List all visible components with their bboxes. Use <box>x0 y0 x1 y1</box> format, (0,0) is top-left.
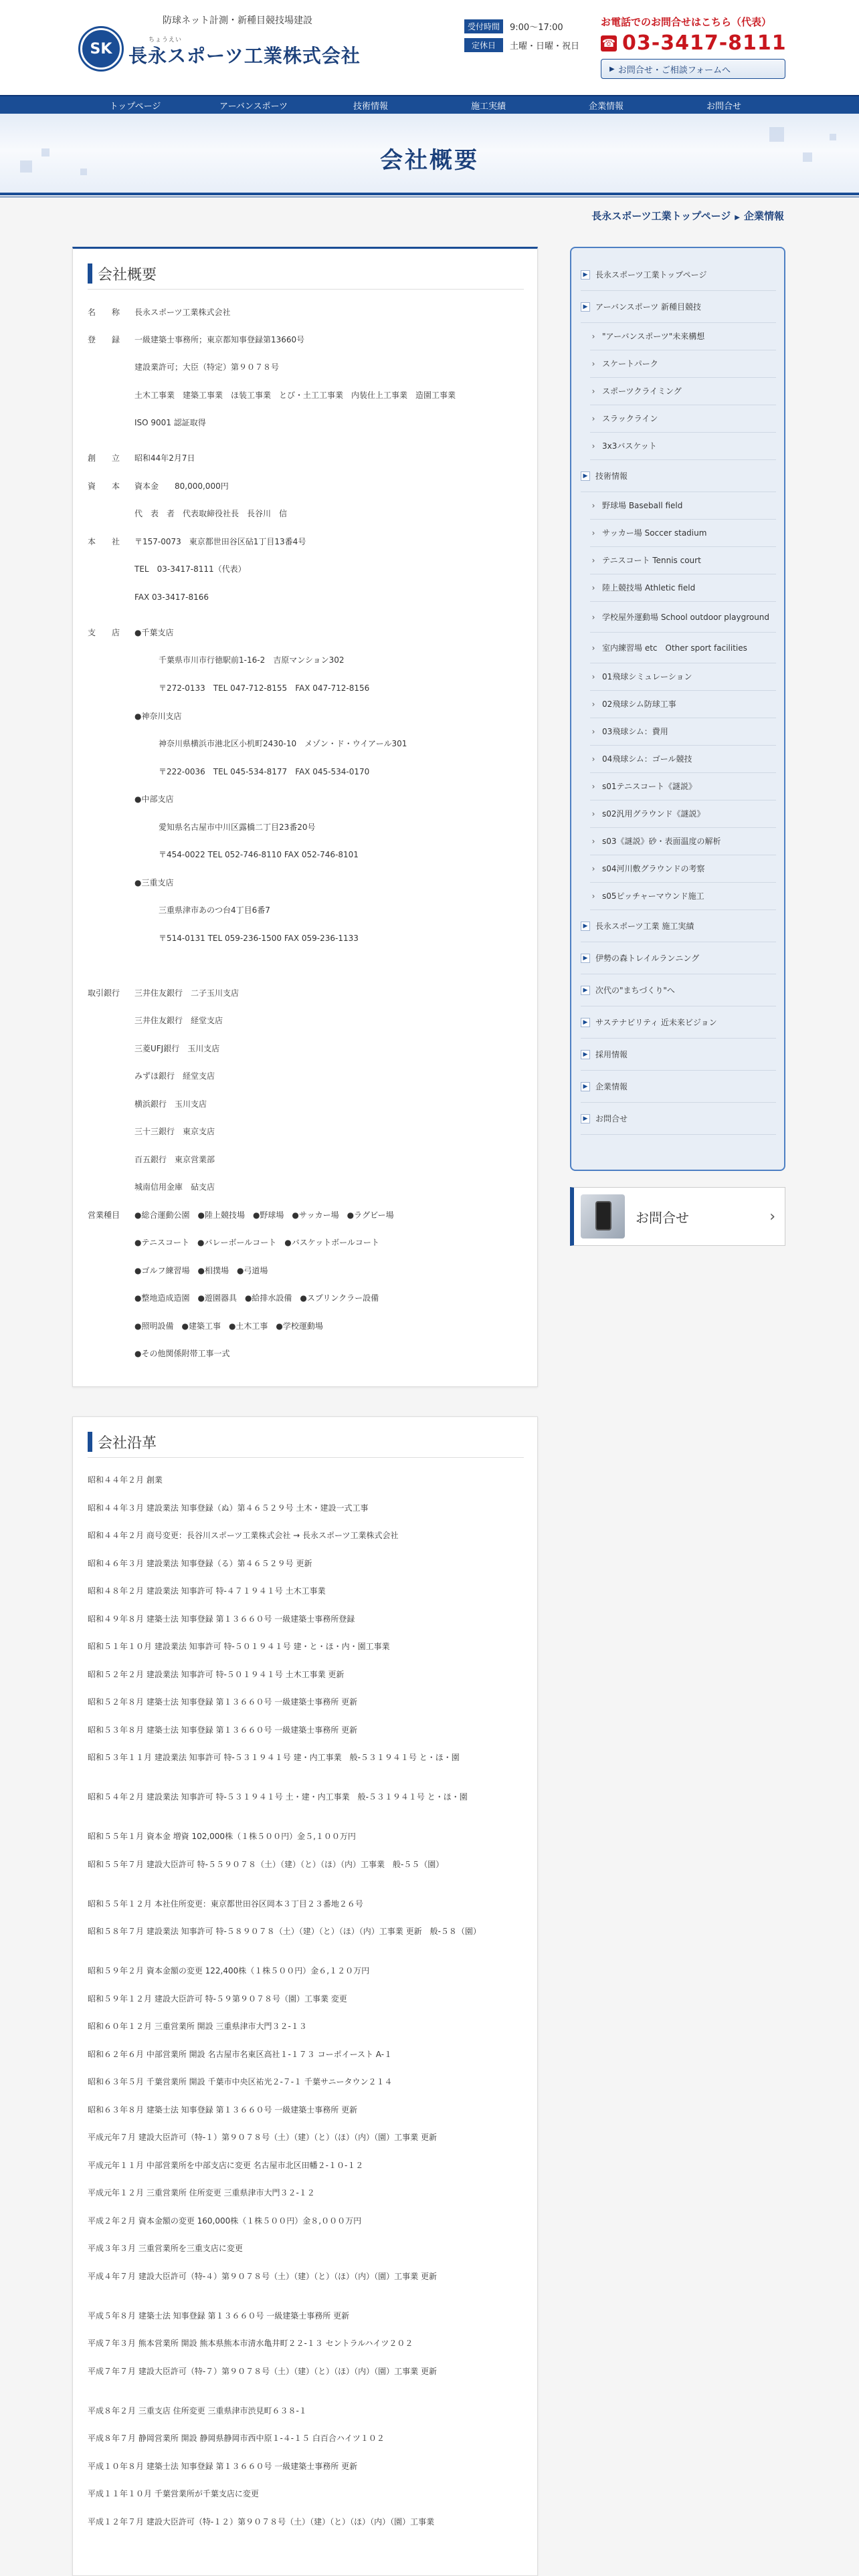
nav-item-urban-sports[interactable]: アーバンスポーツ <box>219 101 288 112</box>
chevron-right-icon: › <box>591 359 595 368</box>
branch-tel: 〒514-0131 TEL 059-236-1500 FAX 059-236-1133 <box>159 934 359 943</box>
history-item: 平成５年８月 建築士法 知事登録 第１３６６０号 一級建築士事務所 更新 <box>88 2311 350 2321</box>
sidebar-item-label: スケートパーク <box>602 359 658 368</box>
sidebar-item-sub[interactable] <box>590 602 776 633</box>
history-item: 平成４年７月 建設大臣許可（特-４）第９０７８号（土）（建）（と）（ほ）（内）（園）工事業 更新 <box>88 2271 437 2281</box>
history-item: 昭和５３年８月 建築士法 知事登録 第１３６６０号 一級建築士事務所 更新 <box>88 1725 358 1735</box>
label-capital: 資 本 <box>88 481 120 491</box>
chevron-right-icon: › <box>591 612 595 622</box>
nav-item-top[interactable]: トップページ <box>109 101 161 112</box>
sidebar-item-label: アーバンスポーツ 新種目競技 <box>595 302 702 312</box>
chevron-right-icon: › <box>591 556 595 565</box>
sidebar-item-sub[interactable] <box>590 855 776 883</box>
bank-item: 三十三銀行 東京支店 <box>134 1127 215 1136</box>
chevron-right-icon: › <box>591 754 595 764</box>
heading-bar <box>88 263 92 284</box>
history-item: 昭和４６年３月 建設業法 知事登録（る）第４６５２９号 更新 <box>88 1558 312 1568</box>
sidebar-item-sub[interactable] <box>590 574 776 602</box>
history-item: 昭和５５年１月 資本金 増資 102,000株（１株５００円）金５,１００万円 <box>88 1832 356 1841</box>
history-item: 平成２年２月 資本金額の変更 160,000株（１株５００円）金８,０００万円 <box>88 2216 362 2226</box>
history-item: 昭和５２年８月 建築士法 知事登録 第１３６６０号 一級建築士事務所 更新 <box>88 1697 358 1707</box>
sidebar-item-label: 02飛球シム防球工事 <box>602 700 676 709</box>
history-item: 昭和４４年３月 建設業法 知事登録（ぬ）第４６５２９号 土木・建設一式工事 <box>88 1503 369 1513</box>
history-item: 昭和６３年８月 建築士法 知事登録 第１３６６０号 一級建築士事務所 更新 <box>88 2105 358 2115</box>
business-line: ●照明設備 ●建築工事 ●土木工事 ●学校運動場 <box>134 1321 323 1331</box>
sidebar-item-sub[interactable] <box>590 492 776 520</box>
chevron-right-icon: › <box>591 700 595 709</box>
sidebar-item-sub[interactable] <box>590 547 776 574</box>
overview-title: 会社概要 <box>98 266 157 284</box>
chevron-right-icon: › <box>591 583 595 593</box>
breadcrumb-separator-icon: ▶ <box>735 214 740 221</box>
heading-rule <box>88 1457 524 1458</box>
overview-heading <box>88 263 157 284</box>
sidebar-item-sub[interactable] <box>590 746 776 773</box>
hours-closed-value: 土曜・日曜・祝日 <box>510 41 580 51</box>
history-item: 昭和４９年８月 建築士法 知事登録 第１３６６０号 一級建築士事務所登録 <box>88 1614 355 1624</box>
phone-icon: ☎ <box>601 35 617 51</box>
sidebar-item-sub[interactable] <box>590 828 776 855</box>
history-item: 昭和５２年２月 建設業法 知事許可 特-５０１９４１号 土木工事業 更新 <box>88 1669 345 1679</box>
sidebar-item-label: 3x3バスケット <box>602 441 657 451</box>
history-item: 平成１０年８月 建築士法 知事登録 第１３６６０号 一級建築士事務所 更新 <box>88 2461 358 2471</box>
page-hero <box>0 114 859 195</box>
label-headquarters: 本 社 <box>88 537 120 546</box>
global-nav <box>0 95 859 114</box>
sidebar-item-main[interactable] <box>581 1071 776 1103</box>
sidebar-item-main[interactable] <box>581 460 776 492</box>
chevron-right-icon: › <box>591 414 595 423</box>
arrow-right-icon: ▶ <box>581 302 590 312</box>
contact-label: お電話でのお問合せはこちら（代表） <box>601 16 772 28</box>
bank-item: 三井住友銀行 経堂支店 <box>134 1016 223 1025</box>
history-item: 平成１２年７月 建設大臣許可（特-１２）第９０７８号（土）（建）（と）（ほ）（内）（園）工事業 <box>88 2516 435 2527</box>
bank-item: 百五銀行 東京営業部 <box>134 1155 215 1164</box>
sidebar-item-sub[interactable] <box>590 433 776 460</box>
chevron-right-icon: › <box>591 332 595 341</box>
sidebar-item-label: スラックライン <box>602 414 658 423</box>
branch-tel: 〒222-0036 TEL 045-534-8177 FAX 045-534-0170 <box>159 767 370 776</box>
chevron-right-icon: › <box>591 441 595 451</box>
branch-address: 三重県津市あのつ台4丁目6番7 <box>159 905 270 915</box>
registration-line: 一級建築士事務所；東京都知事登録第13660号 <box>134 335 305 344</box>
sidebar-item-label: 学校屋外運動場 School outdoor playground <box>602 612 770 622</box>
arrow-right-icon: ▶ <box>609 65 615 73</box>
sidebar-item-label: s01テニスコート《謎説》 <box>602 782 697 791</box>
sidebar-item-label: お問合せ <box>595 1113 628 1123</box>
label-registration: 登 録 <box>88 335 120 344</box>
chevron-right-icon: › <box>591 782 595 791</box>
breadcrumb-home[interactable]: 長永スポーツ工業トップページ <box>591 210 731 222</box>
sidebar-item-label: 陸上競技場 Athletic field <box>602 583 696 593</box>
sidebar-item-main[interactable] <box>581 1039 776 1071</box>
history-item: 昭和４４年２月 商号変更：長谷川スポーツ工業株式会社 → 長永スポーツ工業株式会社 <box>88 1531 399 1540</box>
history-title: 会社沿革 <box>98 1434 157 1452</box>
sidebar-item-sub[interactable] <box>590 405 776 433</box>
breadcrumb <box>591 209 784 223</box>
sidebar-item-label: "アーバンスポーツ"未来構想 <box>602 332 705 341</box>
sidebar-item-main[interactable] <box>581 910 776 942</box>
representative-value: 代 表 者 代表取締役社長 長谷川 信 <box>134 509 288 518</box>
logo-icon[interactable]: SK <box>80 28 122 70</box>
sidebar-item-main[interactable] <box>581 259 776 291</box>
sidebar-item-label: 野球場 Baseball field <box>602 501 683 510</box>
hero-deco <box>830 134 836 140</box>
label-banks: 取引銀行 <box>88 988 120 998</box>
branch-address: 神奈川県横浜市港北区小机町2430-10 メゾン・ド・ウイアール301 <box>159 739 407 748</box>
label-business: 営業種目 <box>88 1210 120 1220</box>
smartphone-shape <box>595 1201 611 1230</box>
history-item: 昭和４８年２月 建設業法 知事許可 特-４７１９４１号 土木工事業 <box>88 1586 326 1596</box>
nav-item-company[interactable]: 企業情報 <box>588 101 624 112</box>
sidebar-item-main[interactable] <box>581 974 776 1006</box>
history-heading <box>88 1432 157 1452</box>
hours-closed-badge: 定休日 <box>464 38 503 52</box>
bank-item: みずほ銀行 経堂支店 <box>134 1071 215 1081</box>
bank-item: 城南信用金庫 砧支店 <box>134 1182 215 1192</box>
arrow-right-icon: ▶ <box>581 471 590 481</box>
founded-value: 昭和44年2月7日 <box>134 453 195 463</box>
sidebar-item-label: 04飛球シム：ゴール競技 <box>602 754 692 764</box>
site-header <box>0 0 859 95</box>
sidebar-item-label: スポーツクライミング <box>602 387 682 396</box>
company-name-value: 長永スポーツ工業株式会社 <box>134 308 231 317</box>
hours-open-value: 9:00～17:00 <box>510 23 563 33</box>
sidebar-item-label: テニスコート Tennis court <box>602 556 701 565</box>
inquiry-banner[interactable] <box>570 1187 785 1246</box>
history-item: 平成８年２月 三重支店 住所変更 三重県津市渋見町６３８-１ <box>88 2405 307 2416</box>
history-panel <box>72 1416 538 2576</box>
history-item: 昭和６０年１２月 三重営業所 開設 三重県津市大門３２-１３ <box>88 2022 307 2031</box>
hours-open-badge: 受付時間 <box>464 19 503 33</box>
sidebar-item-label: s03《謎説》砂・表面温度の解析 <box>602 837 721 846</box>
chevron-right-icon: › <box>591 864 595 873</box>
nav-item-contact[interactable]: お問合せ <box>706 101 741 112</box>
arrow-right-icon: ▶ <box>581 954 590 963</box>
header-tagline: 防球ネット計測・新種目競技場建設 <box>163 15 312 26</box>
nav-item-works[interactable]: 施工実績 <box>470 101 506 112</box>
smartphone-icon <box>581 1194 625 1239</box>
sidebar-item-label: 伊勢の森トレイルランニング <box>595 953 700 963</box>
arrow-right-icon: ▶ <box>581 270 590 280</box>
sidebar-item-main[interactable] <box>581 291 776 323</box>
history-item: 平成元年７月 建設大臣許可（特-１）第９０７８号（土）（建）（と）（ほ）（内）（園）工事業 更新 <box>88 2133 437 2142</box>
sidebar-item-label: s05ピッチャーマウンド施工 <box>602 891 704 901</box>
registration-line: ISO 9001 認証取得 <box>134 418 206 427</box>
registration-line: 建設業許可；大臣（特定）第９０７８号 <box>134 362 280 372</box>
history-item: 昭和５８年７月 建設業法 知事許可 特-５８９０７８（土）（建）（と）（ほ）（内）工事業 更新 般-５８（園） <box>88 1927 481 1936</box>
sidebar-nav <box>570 247 785 1171</box>
sidebar-item-label: 企業情報 <box>595 1081 628 1091</box>
business-line: ●総合運動公園 ●陸上競技場 ●野球場 ●サッカー場 ●ラグビー場 <box>134 1210 394 1220</box>
history-item: 昭和５１年１０月 建設業法 知事許可 特-５０１９４１号 建・と・ほ・内・園工事業 <box>88 1642 390 1651</box>
hq-address: 〒157-0073 東京都世田谷区砧1丁目13番4号 <box>134 537 306 546</box>
arrow-right-icon: ▶ <box>581 922 590 931</box>
sidebar-item-sub[interactable] <box>590 350 776 378</box>
sidebar-item-label: 長永スポーツ工業 施工実績 <box>595 921 694 931</box>
history-item: 昭和４４年２月 創業 <box>88 1475 163 1485</box>
heading-rule <box>88 289 524 290</box>
history-item: 平成７年７月 建設大臣許可（特-７）第９０７８号（土）（建）（と）（ほ）（内）（園）工事業 更新 <box>88 2366 437 2376</box>
business-hours <box>464 18 579 56</box>
sidebar-item-label: 01飛球シミュレーション <box>602 672 692 681</box>
history-item: 昭和６３年５月 千葉営業所 開設 千葉市中央区祐光２-７-１ 千葉サニータウン２１４ <box>88 2077 393 2086</box>
label-founded: 創 立 <box>88 453 120 463</box>
logo-ruby: ちょうえい <box>149 37 183 43</box>
sidebar-item-sub[interactable] <box>590 883 776 910</box>
history-item: 平成１１年１０月 千葉営業所が千葉支店に変更 <box>88 2489 259 2498</box>
label-branches: 支 店 <box>88 628 120 637</box>
sidebar-item-sub[interactable] <box>590 633 776 663</box>
history-item: 平成元年１２月 三重営業所 住所変更 三重県津市大門３２-１２ <box>88 2188 315 2197</box>
sidebar-item-label: s04河川敷グラウンドの考察 <box>602 864 705 873</box>
hq-tel: TEL 03-3417-8111（代表） <box>134 564 246 574</box>
header-contact <box>601 15 787 79</box>
overview-panel <box>72 247 538 1387</box>
sidebar-item-sub[interactable] <box>590 323 776 350</box>
branch-name: ●中部支店 <box>134 794 174 804</box>
chevron-right-icon: › <box>591 672 595 681</box>
branch-address: 愛知県名古屋市中川区露橋二丁目23番20号 <box>159 823 316 832</box>
sidebar-item-main[interactable] <box>581 1103 776 1135</box>
history-item: 昭和５４年２月 建設業法 知事許可 特-５３１９４１号 土・建・内工事業 般-５３１９４１号 と・ほ・園 <box>88 1792 468 1802</box>
branch-name: ●千葉支店 <box>134 628 174 637</box>
sidebar-item-label: サッカー場 Soccer stadium <box>602 528 707 538</box>
nav-item-tech[interactable]: 技術情報 <box>353 101 388 112</box>
branch-name: ●三重支店 <box>134 878 174 887</box>
sidebar-item-label: サステナビリティ 近未来ビジョン <box>595 1017 717 1027</box>
bank-item: 横浜銀行 玉川支店 <box>134 1099 207 1109</box>
chevron-right-icon: › <box>591 387 595 396</box>
label-name: 名 称 <box>88 308 120 317</box>
sidebar-item-sub[interactable] <box>590 718 776 746</box>
history-item: 平成８年７月 静岡営業所 開設 静岡県静岡市西中原１-４-１５ 白百合ハイツ１０２ <box>88 2434 385 2443</box>
inquiry-label: お問合せ <box>636 1209 689 1226</box>
history-item: 昭和５９年２月 資本金額の変更 122,400株（１株５００円）金６,１２０万円 <box>88 1966 370 1975</box>
branch-tel: 〒454-0022 TEL 052-746-8110 FAX 052-746-8101 <box>159 850 359 859</box>
chevron-right-icon: › <box>769 1208 775 1225</box>
hero-divider <box>0 193 859 195</box>
history-item: 昭和５５年１２月 本社住所変更：東京都世田谷区岡本３丁目２３番地２６号 <box>88 1899 363 1909</box>
sidebar-item-main[interactable] <box>581 1006 776 1039</box>
heading-bar <box>88 1432 92 1452</box>
arrow-right-icon: ▶ <box>581 1082 590 1091</box>
arrow-right-icon: ▶ <box>581 986 590 995</box>
history-item: 平成３年３月 三重営業所を三重支店に変更 <box>88 2244 243 2253</box>
bank-item: 三井住友銀行 二子玉川支店 <box>134 988 240 998</box>
chevron-right-icon: › <box>591 727 595 736</box>
chevron-right-icon: › <box>591 528 595 538</box>
company-logo-name[interactable]: 長永スポーツ工業株式会社 <box>128 45 361 67</box>
sidebar-item-label: 採用情報 <box>595 1049 628 1059</box>
hq-fax: FAX 03-3417-8166 <box>134 593 209 602</box>
sidebar-item-label: 長永スポーツ工業トップページ <box>595 270 707 280</box>
chevron-right-icon: › <box>591 809 595 819</box>
phone-number[interactable]: 03-3417-8111 <box>622 31 787 55</box>
sidebar-item-sub[interactable] <box>590 520 776 547</box>
branch-tel: 〒272-0133 TEL 047-712-8155 FAX 047-712-8156 <box>159 683 370 693</box>
business-line: ●ゴルフ練習場 ●相撲場 ●弓道場 <box>134 1266 268 1275</box>
sidebar-item-label: 次代の"まちづくり"へ <box>595 985 675 995</box>
sidebar-item-sub[interactable] <box>590 378 776 405</box>
business-line: ●整地造成造園 ●遊園器具 ●給排水設備 ●スプリンクラー設備 <box>134 1293 379 1303</box>
sidebar-item-sub[interactable] <box>590 663 776 691</box>
breadcrumb-current: 企業情報 <box>743 210 784 222</box>
hero-deco <box>769 127 784 142</box>
chevron-right-icon: › <box>591 501 595 510</box>
history-item: 平成元年１１月 中部営業所を中部支店に変更 名古屋市北区田幡２-１０-１２ <box>88 2160 364 2170</box>
sidebar-item-label: 技術情報 <box>595 471 628 481</box>
capital-value: 資本金 80,000,000円 <box>134 481 229 491</box>
branch-name: ●神奈川支店 <box>134 712 182 721</box>
sidebar-item-label: 室内練習場 etc Other sport facilities <box>602 643 747 653</box>
sidebar-item-label: s02汎用グラウンド《謎説》 <box>602 809 705 819</box>
sidebar-item-label: 03飛球シム：費用 <box>602 727 668 736</box>
chevron-right-icon: › <box>591 643 595 653</box>
business-line: ●テニスコート ●バレーボールコート ●バスケットボールコート <box>134 1238 379 1247</box>
contact-form-button[interactable] <box>601 59 785 79</box>
chevron-right-icon: › <box>591 891 595 901</box>
bank-item: 三菱UFJ銀行 玉川支店 <box>134 1044 220 1053</box>
contact-form-button-label: お問合せ・ご相談フォームへ <box>617 65 731 76</box>
arrow-right-icon: ▶ <box>581 1114 590 1123</box>
sidebar-item-sub[interactable] <box>590 773 776 800</box>
registration-line: 土木工事業 建築工事業 ほ装工事業 とび・土工工事業 内装仕上工事業 造園工事業 <box>134 391 456 400</box>
history-item: 昭和５５年７月 建設大臣許可 特-５５９０７８（土）（建）（と）（ほ）（内）工事業 般-５５（園） <box>88 1859 444 1869</box>
branch-address: 千葉県市川市行徳駅前1-16-2 吉原マンション302 <box>159 655 345 665</box>
sidebar-item-sub[interactable] <box>590 691 776 718</box>
sidebar-item-sub[interactable] <box>590 800 776 828</box>
chevron-right-icon: › <box>591 837 595 846</box>
arrow-right-icon: ▶ <box>581 1050 590 1059</box>
sidebar-item-main[interactable] <box>581 942 776 974</box>
business-line: ●その他関係附帯工事一式 <box>134 1349 230 1358</box>
page-title: 会社概要 <box>380 147 479 174</box>
history-item: 昭和６２年６月 中部営業所 開設 名古屋市名東区高社１-１７３ コーポイースト A-１ <box>88 2049 393 2059</box>
history-item: 昭和５３年１１月 建設業法 知事許可 特-５３１９４１号 建・内工事業 般-５３１９４１号 と・ほ・園 <box>88 1753 460 1762</box>
history-item: 平成７年３月 熊本営業所 開設 熊本県熊本市清水亀井町２２-１３ セントラルハイツ２０２ <box>88 2339 413 2348</box>
arrow-right-icon: ▶ <box>581 1018 590 1027</box>
history-item: 昭和５９年１２月 建設大臣許可 特-５９第９０７８号（園）工事業 変更 <box>88 1994 347 2004</box>
